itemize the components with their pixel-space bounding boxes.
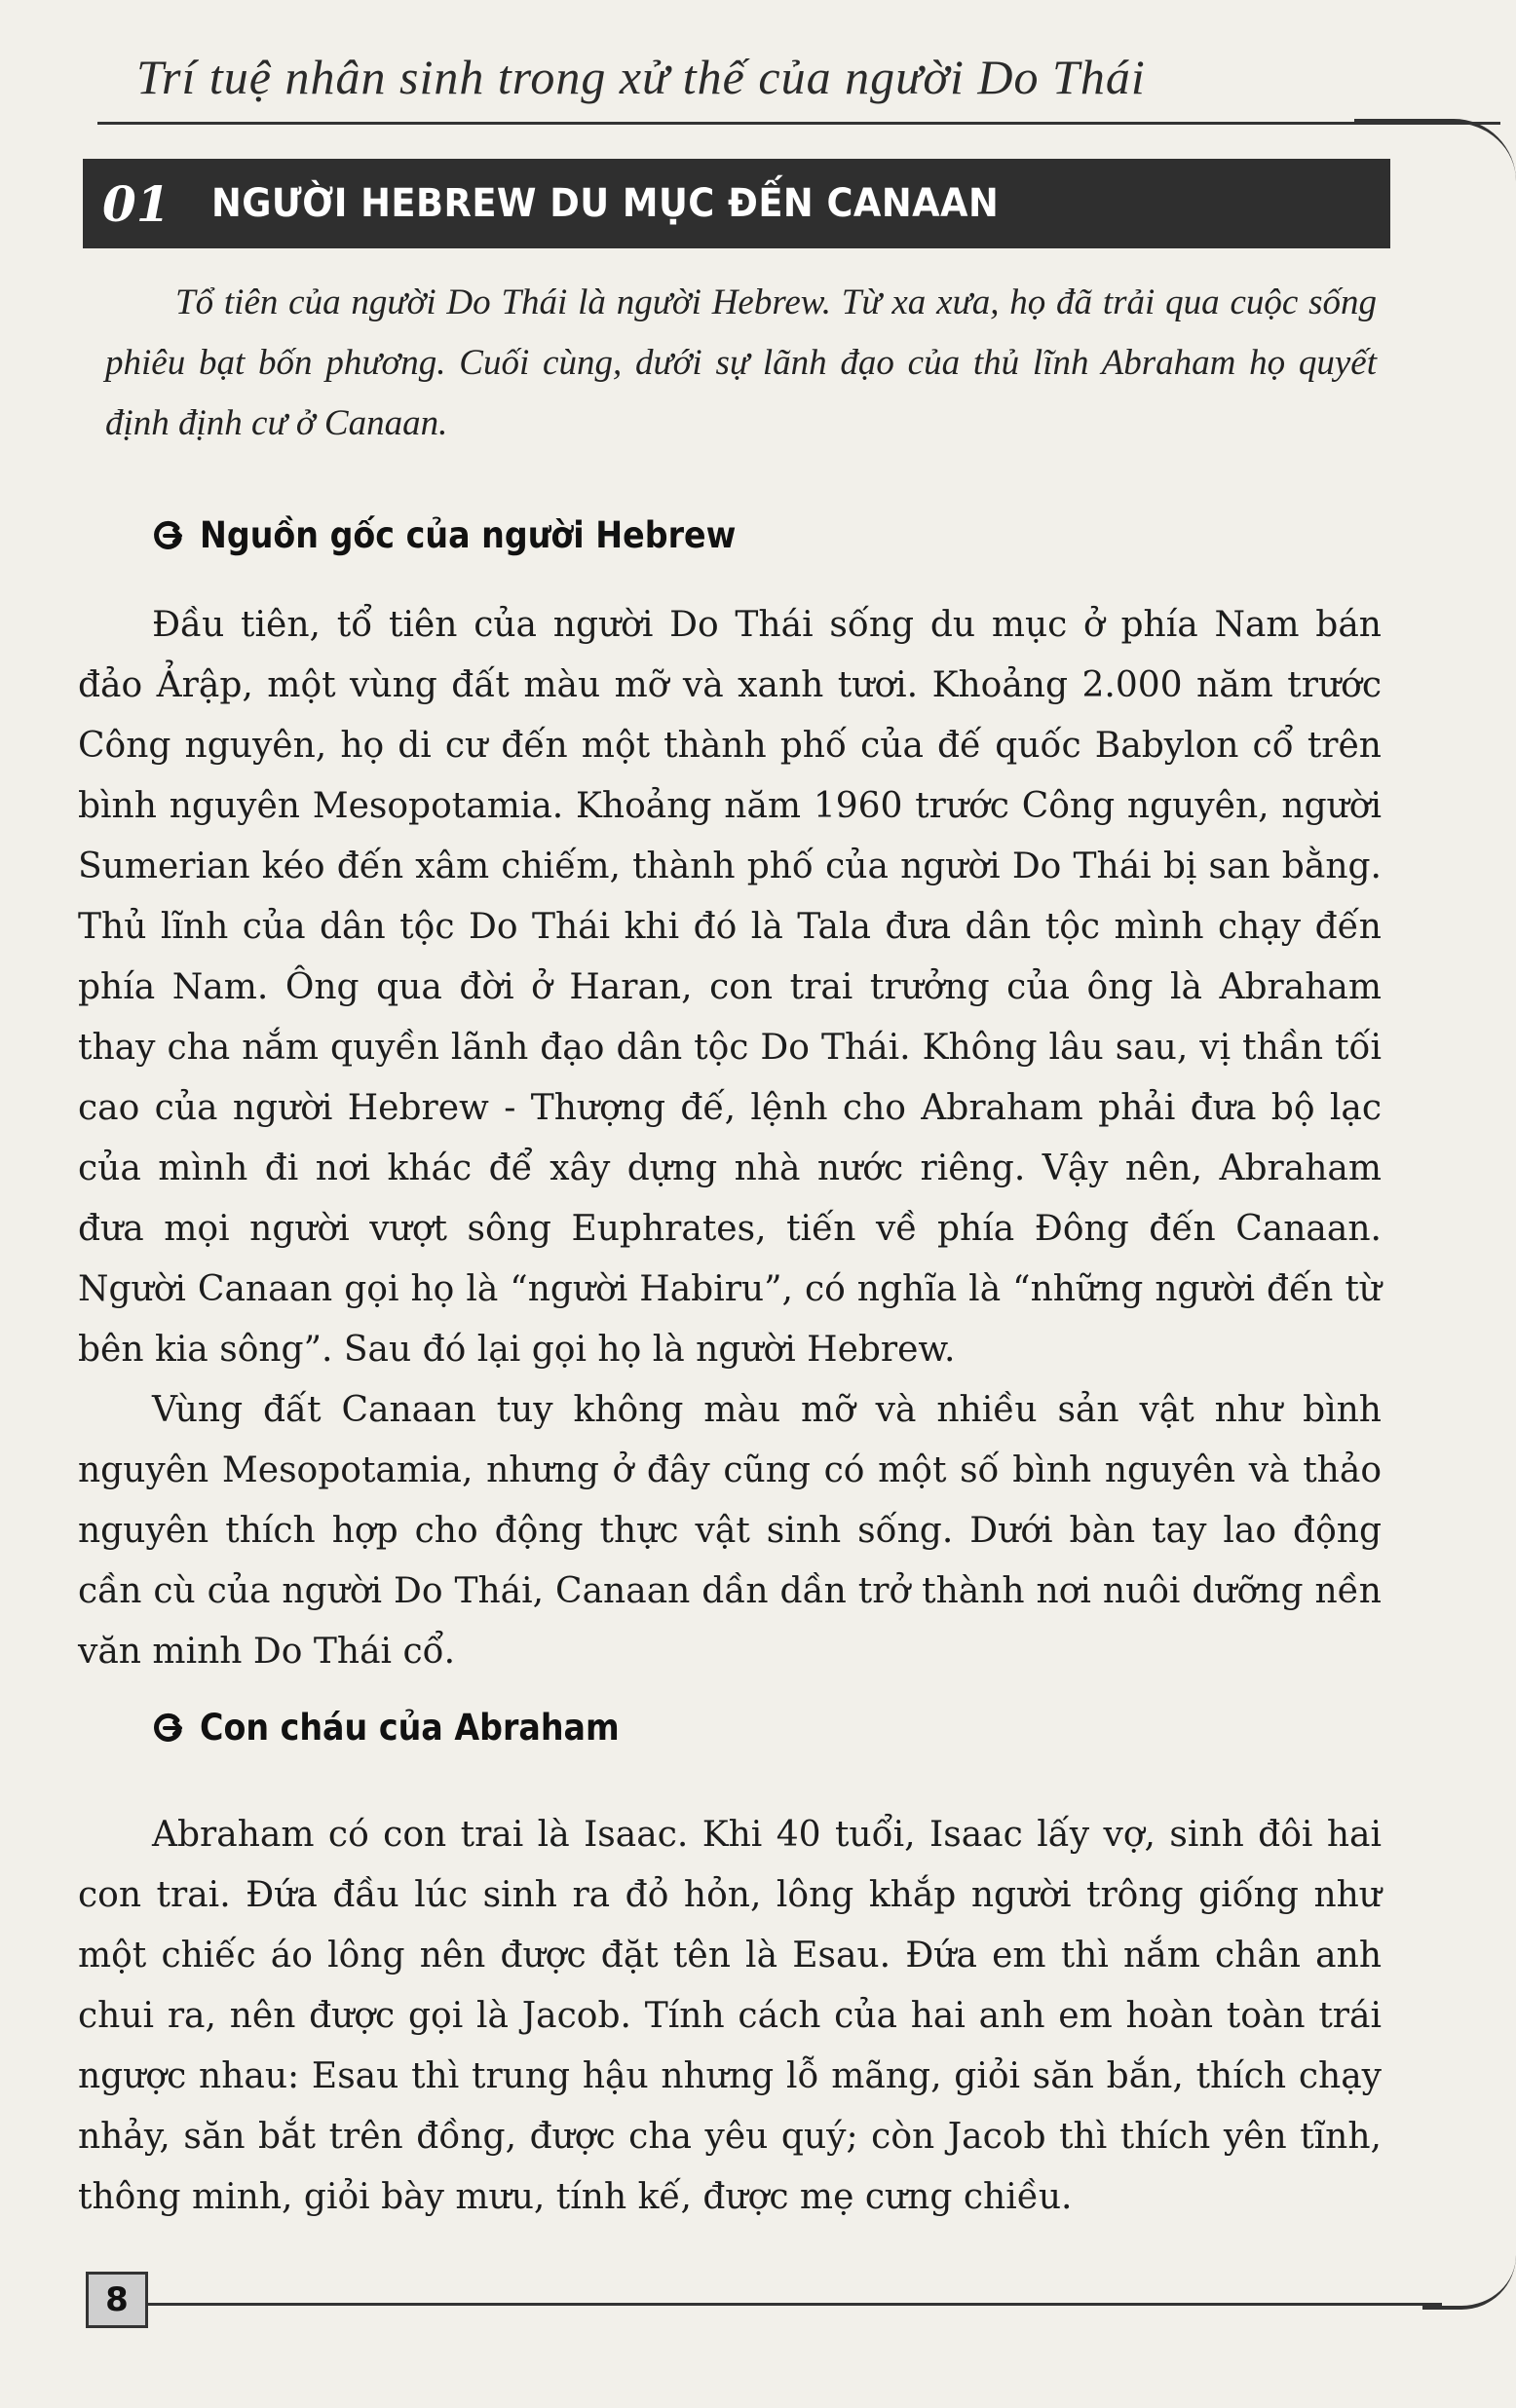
- footer-rule: [146, 2303, 1442, 2306]
- footer-rule-curve: [1422, 2255, 1516, 2310]
- running-title: Trí tuệ nhân sinh trong xử thế của người Do Thái: [136, 50, 1146, 104]
- subheading-descendants: [151, 1707, 666, 1749]
- subsection-body-origin: [78, 595, 1382, 1682]
- section-title: NGƯỜI HEBREW DU MỤC ĐẾN CANAAN: [211, 181, 1000, 226]
- subheading-label: Con cháu của Abraham: [200, 1707, 620, 1749]
- subheading-label: Nguồn gốc của người Hebrew: [200, 514, 737, 556]
- paragraph: Abraham có con trai là Isaac. Khi 40 tuổi, Isaac lấy vợ, sinh đôi hai con trai. Đứa đầu lúc sinh ra đỏ hỏn, lông khắp người trông giống như một chiếc áo lông nên được đặt tên là Esau. Đứa em thì nắm chân anh chui ra, nên được gọi là Jacob. Tính cách của hai anh em hoàn toàn trái ngược nhau: Esau thì trung hậu nhưng lỗ mãng, giỏi săn bắn, thích chạy nhảy, săn bắt trên đồng, được cha yêu quý; còn Jacob thì thích yên tĩnh, thông minh, giỏi bày mưu, tính kế, được mẹ cưng chiều.: [78, 1815, 1382, 2217]
- arrow-circle-icon: [151, 1712, 184, 1745]
- arrow-circle-icon: [151, 519, 184, 552]
- paragraph: Đầu tiên, tổ tiên của người Do Thái sống du mục ở phía Nam bán đảo Ảrập, một vùng đất màu mỡ và xanh tươi. Khoảng 2.000 năm trước Công nguyên, họ di cư đến một thành phố của đế quốc Babylon cổ trên bình nguyên Mesopotamia. Khoảng năm 1960 trước Công nguyên, người Sumerian kéo đến xâm chiếm, thành phố của người Do Thái bị san bằng. Thủ lĩnh của dân tộc Do Thái khi đó là Tala đưa dân tộc mình chạy đến phía Nam. Ông qua đời ở Haran, con trai trưởng của ông là Abraham thay cha nắm quyền lãnh đạo dân tộc Do Thái. Không lâu sau, vị thần tối cao của người Hebrew - Thượng đế, lệnh cho Abraham phải đưa bộ lạc của mình đi nơi khác để xây dựng nhà nước riêng. Vậy nên, Abraham đưa mọi người vượt sông Euphrates, tiến về phía Đông đến Canaan. Người Canaan gọi họ là “người Habiru”, có nghĩa là “những người đến từ bên kia sông”. Sau đó lại gọi họ là người Hebrew.: [78, 605, 1382, 1370]
- section-intro: Tổ tiên của người Do Thái là người Hebrew. Từ xa xưa, họ đã trải qua cuộc sống phiêu bạt bốn phương. Cuối cùng, dưới sự lãnh đạo của thủ lĩnh Abraham họ quyết định định cư ở Canaan.: [105, 282, 1377, 443]
- section-number: 01: [102, 174, 171, 233]
- paragraph: Vùng đất Canaan tuy không màu mỡ và nhiều sản vật như bình nguyên Mesopotamia, nhưng ở đây cũng có một số bình nguyên và thảo nguyên thích hợp cho động thực vật sinh sống. Dưới bàn tay lao động cần cù của người Do Thái, Canaan dần dần trở thành nơi nuôi dưỡng nền văn minh Do Thái cổ.: [78, 1390, 1382, 1672]
- subsection-body-descendants: [78, 1805, 1382, 2228]
- header-rule: [97, 122, 1500, 125]
- page-number: 8: [86, 2272, 148, 2328]
- section-header-band: [83, 159, 1390, 248]
- subheading-origin: [151, 514, 796, 556]
